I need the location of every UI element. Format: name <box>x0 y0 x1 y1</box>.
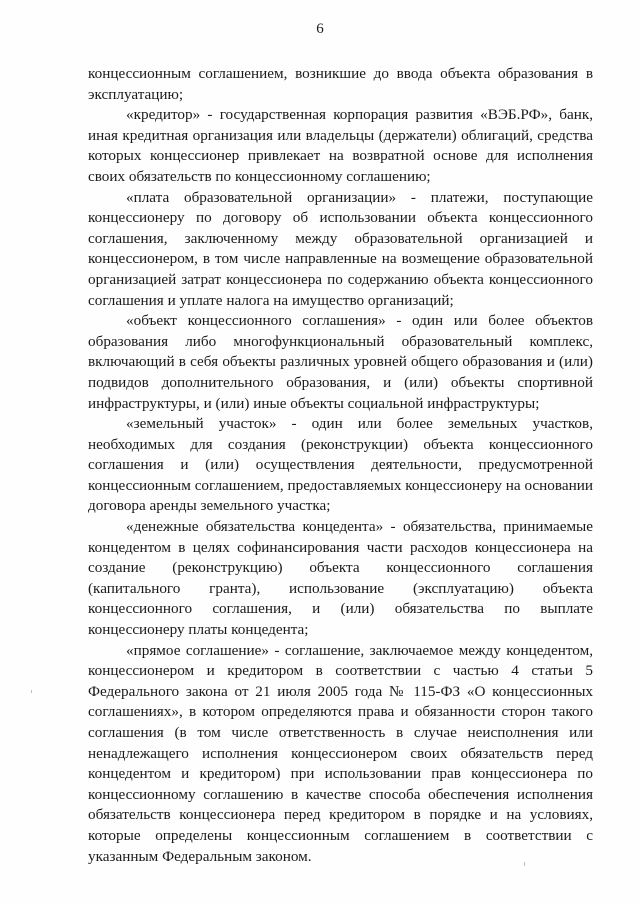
scan-speck-left <box>31 690 32 693</box>
paragraph-definition-school-fee: «плата образовательной организации» - платежи, поступающие концессионеру по договору об использовании объекта концессионного соглашения, заключенному между образовательной организацией и концессионером, в том числе направленные на возмещение образовательной организацией затрат концессионера по содержанию объекта концессионного соглашения и уплате налога на имущество организаций; <box>88 188 593 309</box>
paragraph-definition-direct-agreement: «прямое соглашение» - соглашение, заключаемое между концедентом, концессионером и кредитором в соответствии с частью 4 статьи 5 Федерального закона от 21 июля 2005 года № 115-ФЗ «О концессионных соглашениях», в котором определяются права и обязанности сторон такого соглашения (в том числе ответственность в случае неисполнения или ненадлежащего исполнения концессионером своих обязательств перед концедентом и кредитором) при использовании прав концессионера по концессионному соглашению в качестве способа обеспечения исполнения обязательств концессионера перед кредитором в порядке и на условиях, которые определены концессионным соглашением в соответствии с указанным Федеральным законом. <box>88 641 593 865</box>
page-number: 6 <box>316 21 324 37</box>
document-body <box>88 64 593 867</box>
paragraph-definition-creditor: «кредитор» - государственная корпорация развития «ВЭБ.РФ», банк, иная кредитная организация или владельцы (держатели) облигаций, средства которых концессионер привлекает на возвратной основе для исполнения своих обязательств по концессионному соглашению; <box>88 106 593 185</box>
paragraph-definition-land-plot: «земельный участок» - один или более земельных участков, необходимых для создания (реконструкции) объекта концессионного соглашения и (или) осуществления деятельности, предусмотренной концессионным соглашением, предоставляемых концессионеру на основании договора аренды земельного участка; <box>88 415 593 515</box>
scan-speck-right <box>524 862 525 866</box>
paragraph-definition-grantor-obligations: «денежные обязательства концедента» - обязательства, принимаемые концедентом в целях софинансирования части расходов концессионера на создание (реконструкцию) объекта концессионного соглашения (капитального гранта), использование (эксплуатацию) объекта концессионного соглашения, и (или) обязательства по выплате концессионеру платы концедента; <box>88 518 593 639</box>
paragraph-continuation: концессионным соглашением, возникшие до ввода объекта образования в эксплуатацию; <box>88 65 593 103</box>
paragraph-definition-concession-object: «объект концессионного соглашения» - один или более объектов образования либо многофункциональный образовательный комплекс, включающий в себя объекты различных уровней общего образования и (или) подвидов дополнительного образования, и (или) объекты спортивной инфраструктуры, и (или) иные объекты социальной инфраструктуры; <box>88 312 593 412</box>
